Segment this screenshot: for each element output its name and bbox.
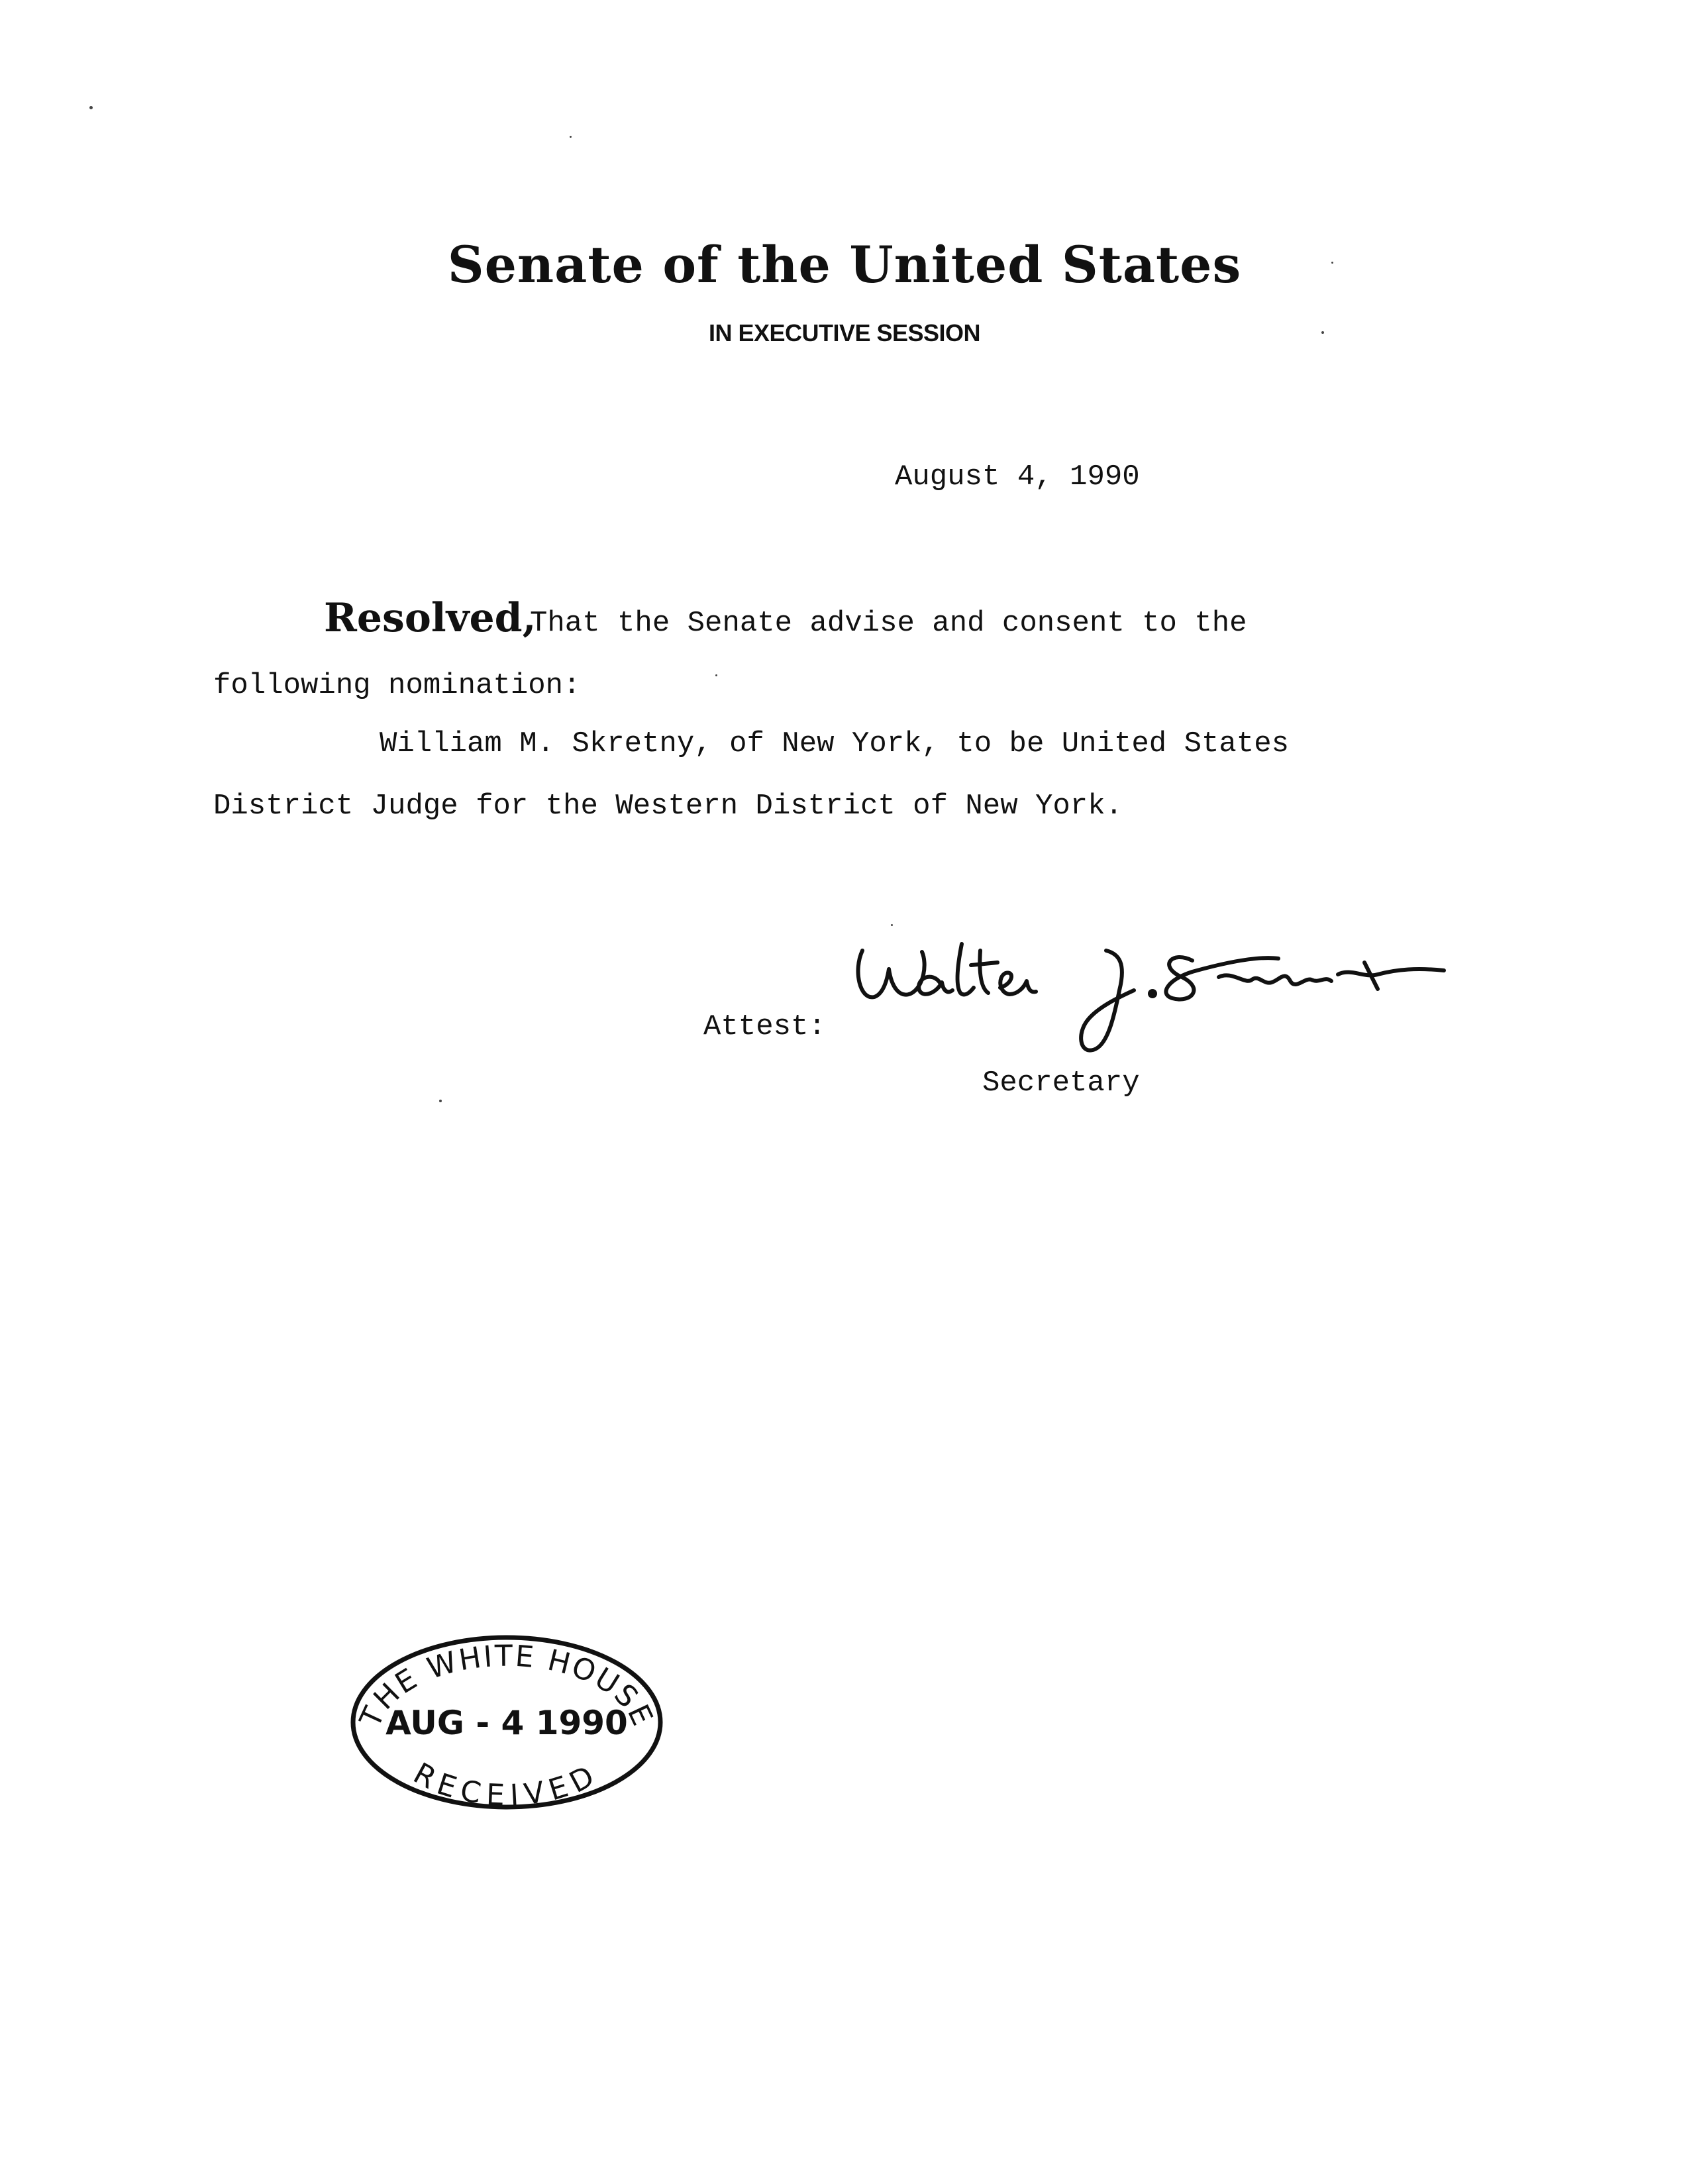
- resolution-line-2: following nomination:: [213, 669, 581, 702]
- signature-image: [848, 924, 1457, 1070]
- scan-speck: [715, 674, 717, 676]
- scan-speck: [1321, 331, 1324, 334]
- document-date: August 4, 1990: [895, 460, 1140, 494]
- scan-speck: [891, 924, 893, 926]
- scan-speck: [1331, 262, 1333, 264]
- svg-text:RECEIVED: RECEIVED: [407, 1756, 606, 1813]
- senate-heading: Senate of the United States: [447, 235, 1242, 294]
- white-house-received-stamp: [334, 1623, 679, 1822]
- attest-label: Attest:: [703, 1010, 826, 1043]
- svg-text:THE WHITE HOUSE: THE WHITE HOUSE: [353, 1639, 660, 1733]
- scan-speck: [439, 1100, 442, 1102]
- resolved-word: Resolved,: [324, 595, 537, 641]
- nomination-line-2: District Judge for the Western District of New York.: [213, 790, 1123, 823]
- nomination-line-1: William M. Skretny, of New York, to be United States: [380, 727, 1290, 760]
- scan-speck: [89, 106, 93, 109]
- secretary-label: Secretary: [982, 1066, 1140, 1100]
- resolution-line-1: That the Senate advise and consent to the: [530, 607, 1247, 640]
- svg-text:AUG - 4 1990: AUG - 4 1990: [385, 1704, 628, 1742]
- scan-speck: [570, 136, 572, 138]
- session-subheading: IN EXECUTIVE SESSION: [708, 319, 981, 346]
